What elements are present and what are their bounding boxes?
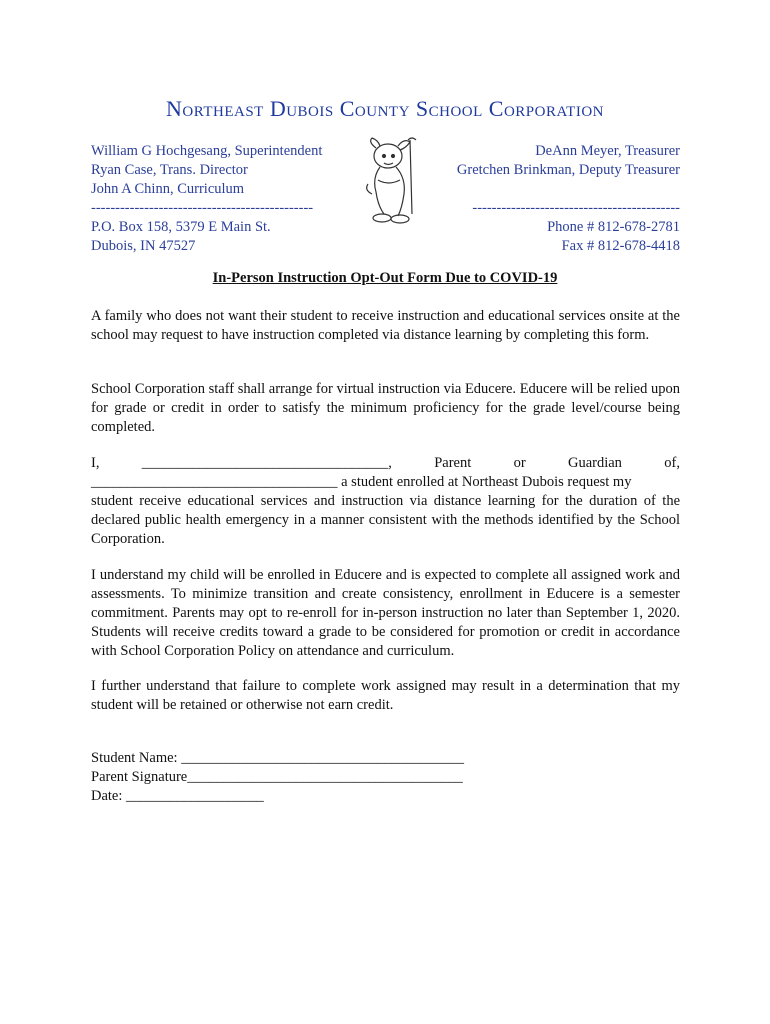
curriculum-line: John A Chinn, Curriculum [91, 181, 245, 197]
paragraph-declaration [91, 454, 680, 549]
declaration-second-line [91, 473, 680, 492]
declaration-word: I, [91, 455, 100, 471]
declaration-word: Parent [434, 455, 472, 471]
declaration-first-line [91, 454, 680, 473]
declaration-word: or [513, 455, 526, 471]
page-title: Northeast Dubois County School Corporation [166, 96, 604, 121]
city-line: Dubois, IN 47527 [91, 238, 196, 254]
jeep-mascot-icon [358, 134, 428, 226]
paragraph-intro: A family who does not want their student to receive instruction and educational services onsite at the school may request to have instruction completed via distance learning by completing this form. [91, 308, 680, 343]
left-contact-block [91, 142, 322, 256]
date-field[interactable]: Date: ___________________ [91, 788, 264, 804]
student-name-field[interactable]: Student Name: _______________________________________ [91, 750, 464, 766]
right-contact-block [457, 142, 680, 256]
deputy-treasurer-line: Gretchen Brinkman, Deputy Treasurer [456, 162, 680, 178]
signature-block [91, 749, 464, 806]
parent-name-blank[interactable]: __________________________________, [141, 455, 392, 471]
right-divider: ------------------------------------------- [472, 200, 680, 216]
parent-signature-field[interactable]: Parent Signature______________________________________ [91, 769, 463, 785]
declaration-rest: student receive educational services and instruction via distance learning for the duration of the declared public health emergency in a manner consistent with the methods identified by the School Corporation. [91, 493, 680, 547]
fax-line: Fax # 812-678-4418 [561, 238, 680, 254]
address-line: P.O. Box 158, 5379 E Main St. [91, 219, 271, 235]
paragraph-educere: School Corporation staff shall arrange for virtual instruction via Educere. Educere will be relied upon for grade or credit in order to satisfy the minimum proficiency for the grade level/course being completed. [91, 381, 680, 435]
document-title: In-Person Instruction Opt-Out Form Due to COVID-19 [212, 270, 558, 286]
phone-line: Phone # 812-678-2781 [547, 219, 680, 235]
superintendent-line: William G Hochgesang, Superintendent [91, 143, 323, 159]
paragraph-understanding: I understand my child will be enrolled in Educere and is expected to complete all assigned work and assessments. To minimize transition and create consistency, enrollment in Educere is a semester commitment. Parents may opt to re-enroll for in-person instruction no later than September 1, 2020. Students will receive credits toward a grade to be considered for promotion or credit in accordance with School Corporation Policy on attendance and curriculum. [91, 567, 680, 659]
student-name-blank-line[interactable]: __________________________________ a student enrolled at Northeast Dubois request my [91, 474, 632, 490]
declaration-word: of, [664, 455, 680, 471]
left-divider: ---------------------------------------------- [91, 200, 314, 216]
declaration-word: Guardian [567, 455, 622, 471]
treasurer-line: DeAnn Meyer, Treasurer [535, 143, 680, 159]
trans-director-line: Ryan Case, Trans. Director [91, 162, 248, 178]
paragraph-failure: I further understand that failure to complete work assigned may result in a determination that my student will be retained or otherwise not earn credit. [91, 678, 680, 713]
